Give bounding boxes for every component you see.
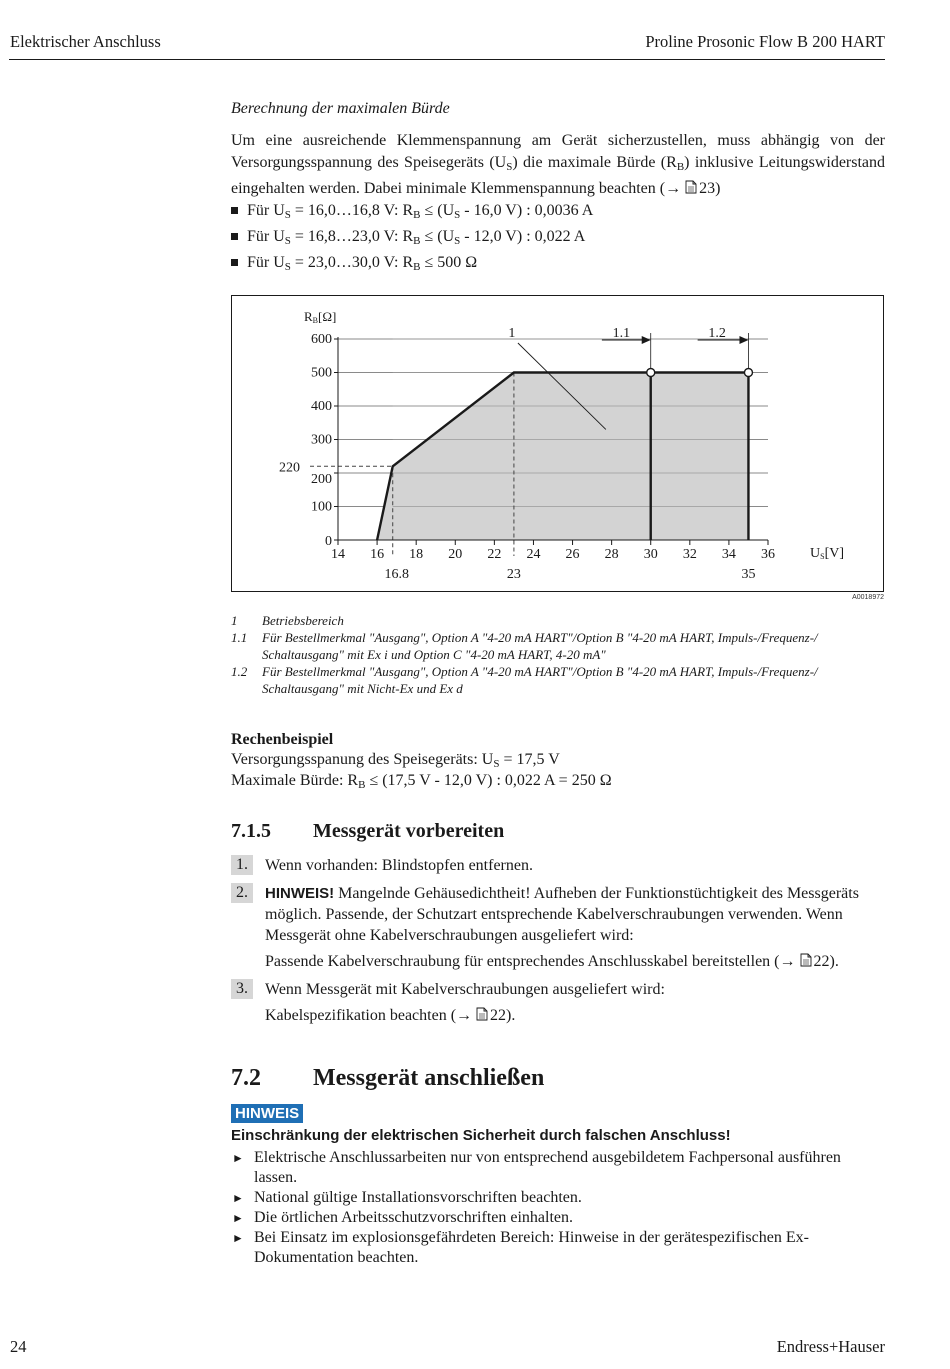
square-bullet-icon [231,259,238,266]
notice-item-text: National gültige Installationsvorschriften beachten. [254,1189,582,1206]
x-tick-label: 20 [448,547,463,562]
load-diagram [232,296,883,591]
square-bullet-icon [231,207,238,214]
formula-text: = 16,0…16,8 V: R [290,202,414,219]
formula-text: = 23,0…30,0 V: R [290,254,414,271]
x-tick-label: 16 [370,547,385,562]
example-sub: S [493,758,500,770]
formula-text: ≤ (U [420,202,455,219]
legend-num: 1 [231,613,238,628]
example-sub: B [358,779,366,791]
step-item [231,855,885,876]
step-list [231,855,885,1033]
y-axis-label: RB[Ω] [304,309,337,325]
x-tick-label: 32 [682,547,697,562]
notice-item-text: Die örtlichen Arbeitsschutzvorschriften einhalten. [254,1209,574,1226]
x-tick-label: 22 [487,547,502,562]
y-tick-label: 200 [311,472,332,487]
example-text: Maximale Bürde: R [231,772,359,789]
y-extra-label: 220 [279,460,300,476]
x-tick-label: 34 [721,547,736,562]
limit-marker [647,369,655,377]
step-number: 3. [231,979,253,999]
arrow-right-icon [739,336,748,344]
para-text: 23) [699,180,721,197]
section-title: Messgerät anschließen [313,1065,545,1091]
triangle-right-icon: ► [232,1231,244,1245]
calc-paragraph [231,130,885,200]
formula-text: Für U [247,202,285,219]
legend-text: Für Bestellmerkmal "Ausgang", Option A "4-20 mA HART"/Option B "4-20 mA HART, Impuls-/Frequenz-/ Schaltausgang" mit Ex i und Option C "4-20 mA HART, 4-20 mA" [262,630,818,662]
notice-badge: HINWEIS [231,1104,303,1123]
square-bullet-icon [231,233,238,240]
formula-text: - 12,0 V) : 0,022 A [460,228,586,245]
formula-sub: S [284,261,291,273]
formula-sub: B [413,261,421,273]
x-tick-label: 28 [604,547,619,562]
notice-item-text: Elektrische Anschlussarbeiten nur von entsprechend ausgebildetem Fachpersonal ausführen lassen. [254,1149,841,1186]
legend-item [231,612,885,629]
section-number: 7.2 [231,1065,261,1091]
x-tick-label: 18 [409,547,424,562]
legend-num: 1.1 [231,630,248,645]
step-result-text: Passende Kabelverschraubung für entsprechendes Anschlusskabel bereitstellen (→ [265,953,800,970]
step-result [265,1005,885,1026]
notice-item [231,1148,885,1188]
step-result-text: 22). [813,953,839,970]
formula-item [231,252,885,278]
legend-text: Für Bestellmerkmal "Ausgang", Option A "4-20 mA HART"/Option B "4-20 mA HART, Impuls-/Frequenz-/ Schaltausgang" mit Nicht-Ex und Ex d [262,664,818,696]
triangle-right-icon: ► [232,1151,244,1165]
formula-sub: B [413,235,421,247]
para-sub: B [676,161,685,173]
step-item [231,883,885,972]
notice-item-text: Bei Einsatz im explosionsgefährdeten Bereich: Hinweise in der gerätespezifischen Ex-Dokumentation beachten. [254,1229,809,1266]
example-line [231,772,885,791]
x-tick-label: 14 [331,547,345,562]
page-icon [685,180,697,194]
formula-sub: B [413,209,421,221]
legend-text: Betriebsbereich [262,613,344,628]
limit-marker [744,369,752,377]
x-tick-label: 24 [526,547,541,562]
step-item [231,979,885,1026]
formula-sub: S [284,209,291,221]
step-text: Wenn Messgerät mit Kabelverschraubungen ausgeliefert wird: [265,981,665,998]
callout-label: 1.1 [612,326,631,341]
y-tick-label: 0 [325,534,332,549]
x-axis-label: US[V] [810,546,845,561]
step-result-text: 22). [490,1007,516,1024]
hinweis-label: HINWEIS! [265,885,335,902]
x-extra-label: 23 [506,567,521,582]
y-tick-label: 100 [311,499,332,515]
page-icon [476,1007,488,1021]
step-number: 2. [231,883,253,903]
legend-item [231,629,885,663]
callout-label: 1 [508,326,516,341]
formula-sub: S [284,235,291,247]
formula-item [231,200,885,226]
notice-list [231,1148,885,1268]
step-text: Mangelnde Gehäusedichtheit! Aufheben der Funktionstüchtigkeit des Messgeräts möglich. Passende, der Schutzart entsprechende Kabelverschraubungen verwenden. Wenn Messgerät ohne Kabelverschraubungen ausgeliefert wird: [265,885,859,944]
header-rule [9,59,885,60]
y-tick-label: 600 [311,332,332,347]
example-text: ≤ (17,5 V - 12,0 V) : 0,022 A = 250 Ω [365,772,612,789]
triangle-right-icon: ► [232,1191,244,1205]
running-header-product: Proline Prosonic Flow B 200 HART [645,32,885,51]
page-icon [800,953,812,967]
notice-title: Einschränkung der elektrischen Sicherheit durch falschen Anschluss! [231,1127,731,1144]
formula-text: Für U [247,228,285,245]
y-tick-label: 400 [311,399,332,414]
x-tick-label: 36 [761,547,775,562]
notice-item [231,1208,885,1228]
example-line [231,751,885,770]
x-extra-label: 16.8 [384,567,409,582]
running-header-section: Elektrischer Anschluss [10,32,161,51]
formula-text: ≤ 500 Ω [420,254,478,271]
step-number: 1. [231,855,253,875]
x-extra-label: 35 [741,567,756,582]
load-diagram-frame [231,295,884,592]
para-sub: S [506,161,513,173]
formula-sub: S [454,235,461,247]
para-text: Um eine ausreichende Klemmenspannung am Gerät sicherzustellen, muss abhängig von der Versorgungsspannung des Speisegeräts (U [231,132,885,171]
para-text: ) inklusive Leitungswiderstand eingehalten werden. Dabei minimale Klemmenspannung beachten (→ [231,154,886,197]
notice-item [231,1228,885,1268]
formula-sub: S [454,209,461,221]
formula-list [231,200,885,278]
brand-name: Endress+Hauser [776,1337,885,1356]
y-tick-label: 300 [311,432,332,448]
example-text: = 17,5 V [499,751,560,768]
notice-item [231,1188,885,1208]
section-title: Messgerät vorbereiten [313,820,505,842]
legend-num: 1.2 [231,664,248,679]
triangle-right-icon: ► [232,1211,244,1225]
formula-text: Für U [247,254,285,271]
y-tick-label: 500 [311,365,332,381]
step-result-text: Kabelspezifikation beachten (→ [265,1007,477,1024]
figure-legend [231,612,885,697]
formula-text: = 16,8…23,0 V: R [290,228,414,245]
formula-text: - 16,0 V) : 0,0036 A [460,202,594,219]
section-heading-715 [231,820,885,843]
x-tick-label: 30 [643,547,658,562]
calc-subheading: Berechnung der maximalen Bürde [231,100,450,117]
figure-id: A0018972 [852,594,884,601]
example-title: Rechenbeispiel [231,731,334,748]
x-tick-label: 26 [565,547,580,562]
callout-label: 1.2 [708,326,726,341]
step-text: Wenn vorhanden: Blindstopfen entfernen. [265,857,533,874]
operating-area [377,373,748,541]
formula-text: ≤ (U [420,228,455,245]
page-number: 24 [10,1337,27,1356]
arrow-right-icon [642,336,651,344]
para-text: ) die maximale Bürde (R [512,154,677,171]
example-text: Versorgungsspanung des Speisegeräts: U [231,751,494,768]
formula-item [231,226,885,252]
section-number: 7.1.5 [231,820,271,842]
legend-item [231,663,885,697]
step-result [265,951,885,972]
section-heading-72 [231,1065,885,1092]
